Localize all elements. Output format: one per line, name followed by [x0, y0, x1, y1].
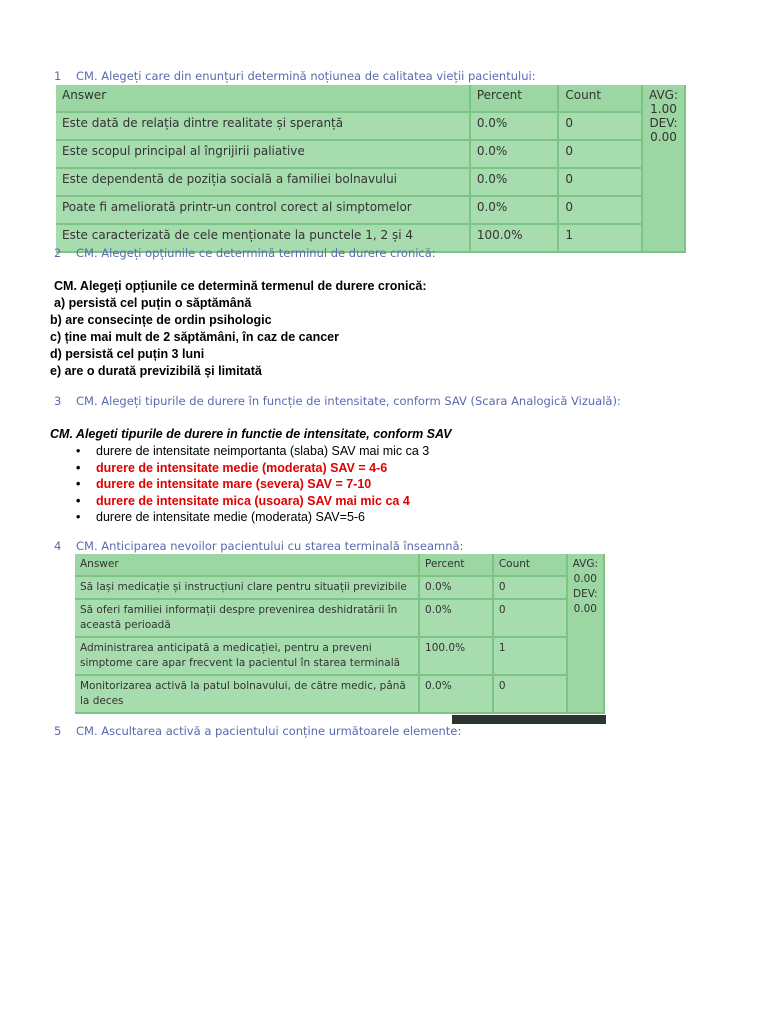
question-text: CM. Alegeți care din enunțuri determină noțiunea de calitatea vieții pacientului: — [76, 69, 536, 83]
percent-cell: 0.0% — [420, 577, 494, 600]
results-table-1 — [56, 85, 686, 253]
block-title: CM. Alegeți opțiunile ce determină termenul de durere cronică: — [54, 279, 427, 293]
count-cell: 0 — [494, 577, 568, 600]
answer-header: Answer — [56, 85, 471, 113]
question-text: CM. Ascultarea activă a pacientului conține următoarele elemente: — [76, 724, 462, 738]
percent-cell: 0.0% — [471, 197, 560, 225]
avg-value: 1.00 — [650, 102, 677, 116]
percent-header: Percent — [420, 554, 494, 577]
list-item: • durere de intensitate mare (severa) SAV = 7-10 — [50, 476, 451, 493]
table-header-row — [56, 85, 686, 113]
table-bottom-bar — [452, 715, 606, 724]
avg-label: AVG: — [572, 558, 598, 570]
answer-cell: Poate fi ameliorată printr-un control corect al simptomelor — [56, 197, 471, 225]
stats-cell — [643, 85, 686, 253]
count-header: Count — [494, 554, 568, 577]
question-number: 4 — [54, 539, 62, 553]
percent-cell: 0.0% — [471, 169, 560, 197]
list-item: • durere de intensitate medie (moderata) SAV = 4-6 — [50, 460, 451, 477]
question-number: 1 — [54, 69, 62, 83]
question-3-line — [54, 394, 621, 408]
percent-header: Percent — [471, 85, 560, 113]
option-c: c) ține mai mult de 2 săptămâni, în caz de cancer — [50, 330, 339, 344]
question-text: CM. Alegeți opțiunile ce determină terminul de durere cronică: — [76, 246, 436, 260]
question-5-line — [54, 724, 461, 738]
count-cell: 0 — [559, 169, 643, 197]
question-text: CM. Alegeți tipurile de durere în funcție de intensitate, conform SAV (Scara Analogică Vizuală): — [76, 394, 621, 408]
question-number: 3 — [54, 394, 62, 408]
answer-cell: Este dependentă de poziția socială a familiei bolnavului — [56, 169, 471, 197]
question-text: CM. Anticiparea nevoilor pacientului cu starea terminală înseamnă: — [76, 539, 464, 553]
chronic-pain-block — [50, 278, 427, 380]
count-cell: 0 — [559, 141, 643, 169]
dev-value: 0.00 — [650, 130, 677, 144]
avg-value: 0.00 — [573, 573, 597, 585]
question-4-line — [54, 539, 463, 553]
list-item: • durere de intensitate medie (moderata) SAV=5-6 — [50, 509, 451, 526]
table-row — [56, 197, 686, 225]
answer-header: Answer — [75, 554, 420, 577]
dev-label: DEV: — [573, 588, 598, 600]
count-cell: 0 — [559, 197, 643, 225]
results-table-2 — [75, 554, 605, 714]
stats-cell — [568, 554, 605, 714]
percent-cell: 0.0% — [471, 113, 560, 141]
table-row — [75, 638, 605, 676]
table-row — [56, 169, 686, 197]
block-title: CM. Alegeti tipurile de durere in functie de intensitate, conform SAV — [50, 427, 452, 441]
count-cell: 0 — [559, 113, 643, 141]
table-row — [75, 676, 605, 714]
dev-label: DEV: — [649, 116, 678, 130]
question-1-line — [54, 69, 536, 83]
answer-cell: Să oferi familiei informații despre prevenirea deshidratării în această perioadă — [75, 600, 420, 638]
list-item: • durere de intensitate neimportanta (slaba) SAV mai mic ca 3 — [50, 443, 451, 460]
table-row — [56, 113, 686, 141]
dev-value: 0.00 — [573, 603, 597, 615]
percent-cell: 100.0% — [471, 225, 560, 253]
avg-label: AVG: — [649, 88, 678, 102]
question-number: 2 — [54, 246, 62, 260]
list-item: • durere de intensitate mica (usoara) SAV mai mic ca 4 — [50, 493, 451, 510]
count-cell: 1 — [494, 638, 568, 676]
answer-cell: Este caracterizată de cele menționate la punctele 1, 2 și 4 — [56, 225, 471, 253]
percent-cell: 0.0% — [420, 600, 494, 638]
question-2-line — [54, 246, 436, 260]
sav-list — [50, 443, 451, 526]
option-e: e) are o durată previzibilă și limitată — [50, 364, 262, 378]
percent-cell: 0.0% — [420, 676, 494, 714]
answer-cell: Este dată de relația dintre realitate și speranță — [56, 113, 471, 141]
answer-cell: Să lași medicație și instrucțiuni clare pentru situații previzibile — [75, 577, 420, 600]
count-header: Count — [559, 85, 643, 113]
table-row — [56, 141, 686, 169]
answer-cell: Administrarea anticipată a medicației, pentru a preveni simptome care apar frecvent la pacientul în starea terminală — [75, 638, 420, 676]
option-a: a) persistă cel puțin o săptămână — [54, 296, 252, 310]
answer-cell: Este scopul principal al îngrijirii paliative — [56, 141, 471, 169]
percent-cell: 100.0% — [420, 638, 494, 676]
count-cell: 0 — [494, 676, 568, 714]
table-row — [75, 577, 605, 600]
table-header-row — [75, 554, 605, 577]
count-cell: 1 — [559, 225, 643, 253]
percent-cell: 0.0% — [471, 141, 560, 169]
table-row — [75, 600, 605, 638]
answer-cell: Monitorizarea activă la patul bolnavului, de către medic, până la deces — [75, 676, 420, 714]
option-b: b) are consecințe de ordin psihologic — [50, 313, 272, 327]
question-number: 5 — [54, 724, 62, 738]
sav-pain-block — [50, 426, 451, 526]
count-cell: 0 — [494, 600, 568, 638]
option-d: d) persistă cel puțin 3 luni — [50, 347, 205, 361]
